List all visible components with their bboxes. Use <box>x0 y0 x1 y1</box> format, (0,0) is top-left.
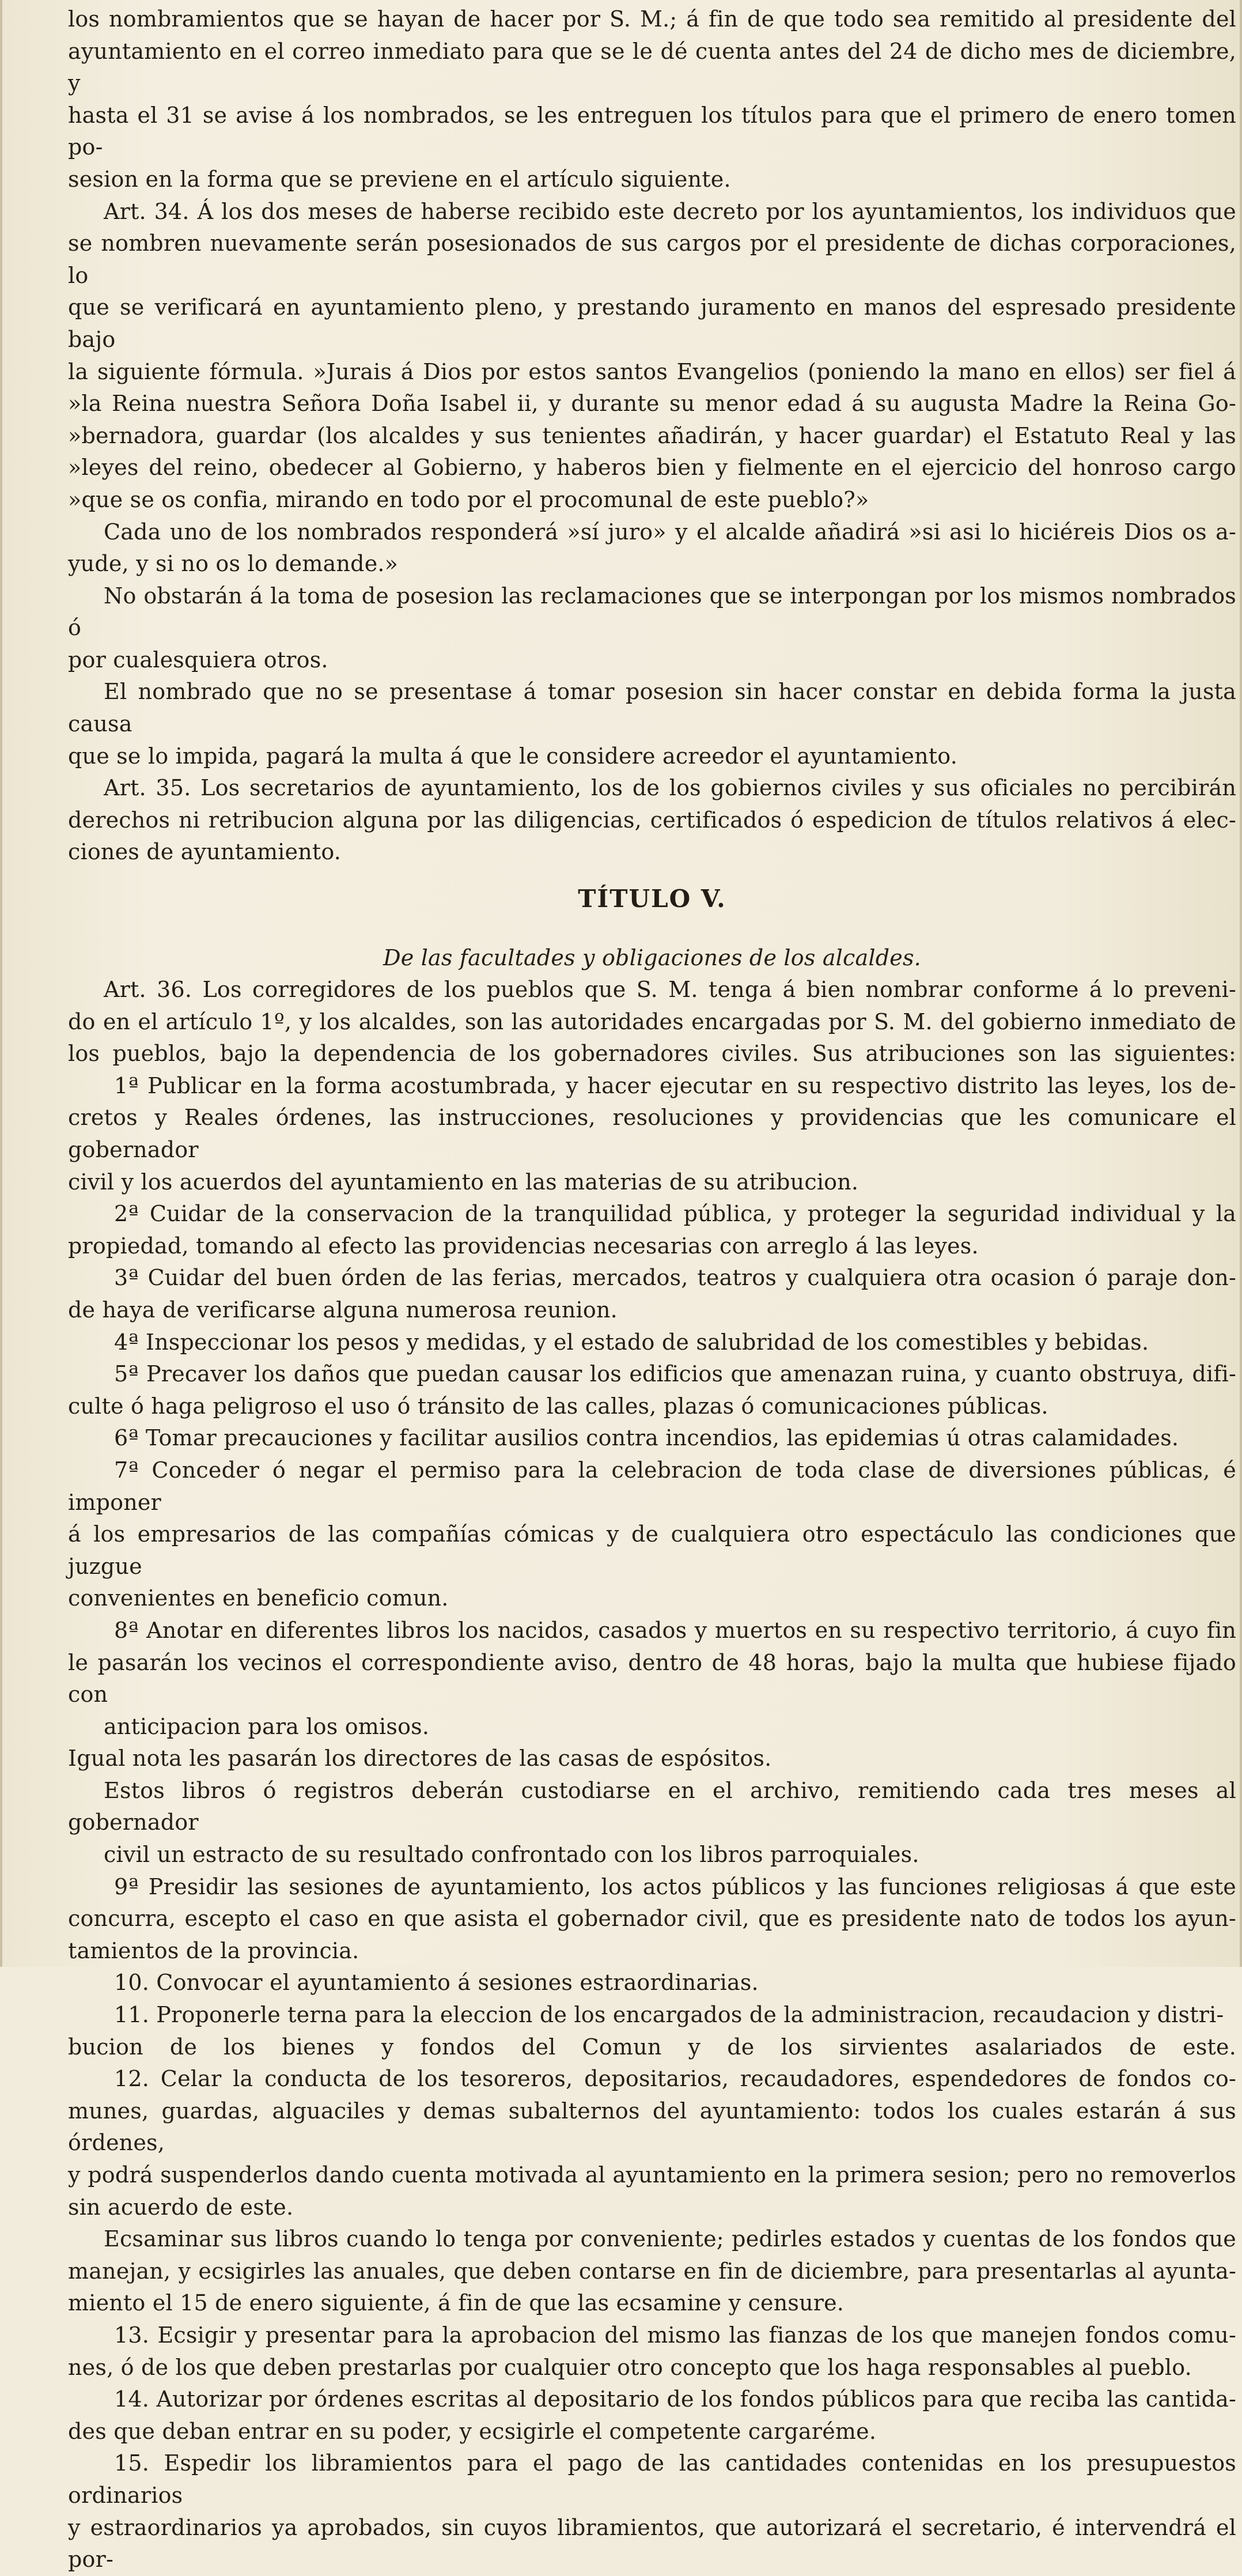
text-line: 1ª Publicar en la forma acostumbrada, y hacer ejecutar en su respectivo distrito las leyes, los de- <box>114 1072 1236 1098</box>
text-line: 7ª Conceder ó negar el permiso para la celebracion de toda clase de diversiones públicas, é imponer <box>68 1457 1236 1515</box>
text-line: Igual nota les pasarán los directores de las casas de espósitos. <box>68 1746 772 1772</box>
text-line: los pueblos, bajo la dependencia de los gobernadores civiles. Sus atribuciones son las siguientes: <box>68 1041 1236 1067</box>
text-line: des que deban entrar en su poder, y ecsigirle el competente cargaréme. <box>68 2418 877 2444</box>
text-line: hasta el 31 se avise á los nombrados, se les entreguen los títulos para que el primero de enero tomen po- <box>68 102 1236 160</box>
text-line: 4ª Inspeccionar los pesos y medidas, y el estado de salubridad de los comestibles y bebidas. <box>114 1329 1149 1355</box>
text-line: Art. 36. Los corregidores de los pueblos que S. M. tenga á bien nombrar conforme á lo preveni- <box>104 977 1236 1003</box>
text-line: de haya de verificarse alguna numerosa reunion. <box>68 1297 618 1323</box>
text-line: por cualesquiera otros. <box>68 647 328 673</box>
text-line: ciones de ayuntamiento. <box>68 839 342 865</box>
text-line: 8ª Anotar en diferentes libros los nacidos, casados y muertos en su respectivo territorio, á cuyo fin <box>114 1617 1236 1643</box>
text-line: »que se os confia, mirando en todo por el procomunal de este pueblo?» <box>68 486 869 512</box>
text-line: 11. Proponerle terna para la eleccion de los encargados de la administracion, recaudacion y distri- <box>114 2002 1224 2028</box>
text-line: bucion de los bienes y fondos del Comun y de los sirvientes asalariados de este. <box>68 2034 1236 2060</box>
text-line: Ecsaminar sus libros cuando lo tenga por conveniente; pedirles estados y cuentas de los fondos que <box>104 2226 1236 2252</box>
text-line: nes, ó de los que deben prestarlas por cualquier otro concepto que los haga responsables al pueblo. <box>68 2354 1192 2380</box>
text-line: concurra, escepto el caso en que asista el gobernador civil, que es presidente nato de todos los ayun- <box>68 1906 1236 1932</box>
text-line: do en el artículo 1º, y los alcaldes, son las autoridades encargadas por S. M. del gobierno inmediato de <box>68 1009 1236 1034</box>
text-line: la siguiente fórmula. »Jurais á Dios por estos santos Evangelios (poniendo la mano en ellos) ser fiel á <box>68 358 1236 384</box>
text-line: derechos ni retribucion alguna por las diligencias, certificados ó espedicion de títulos relativos á elec- <box>68 807 1236 833</box>
page-right-edge <box>1240 0 1242 1967</box>
text-line: 10. Convocar el ayuntamiento á sesiones estraordinarias. <box>114 1970 759 1996</box>
text-line: yude, y si no os lo demande.» <box>68 551 399 577</box>
text-line: que se lo impida, pagará la multa á que le considere acreedor el ayuntamiento. <box>68 743 957 769</box>
text-line: Art. 35. Los secretarios de ayuntamiento, los de los gobiernos civiles y sus oficiales no percibirán <box>104 775 1236 801</box>
text-line: culte ó haga peligroso el uso ó tránsito de las calles, plazas ó comunicaciones públicas. <box>68 1393 1048 1419</box>
text-line: que se verificará en ayuntamiento pleno, y prestando juramento en manos del espresado presidente bajo <box>68 294 1236 352</box>
section-subtitle: De las facultades y obligaciones de los alcaldes. <box>383 945 921 971</box>
text-line: y podrá suspenderlos dando cuenta motivada al ayuntamiento en la primera sesion; pero no removerlos <box>68 2162 1236 2188</box>
text-line: 14. Autorizar por órdenes escritas al depositario de los fondos públicos para que reciba las cantida- <box>114 2386 1236 2412</box>
text-line: ayuntamiento en el correo inmediato para que se le dé cuenta antes del 24 de dicho mes de diciembre, y <box>68 38 1236 96</box>
text-line: 5ª Precaver los daños que puedan causar los edificios que amenazan ruina, y cuanto obstruya, difi- <box>114 1361 1236 1387</box>
text-line: miento el 15 de enero siguiente, á fin de que las ecsamine y censure. <box>68 2290 845 2316</box>
text-line: »bernadora, guardar (los alcaldes y sus tenientes añadirán, y hacer guardar) el Estatuto Real y las <box>68 422 1236 448</box>
text-line: á los empresarios de las compañías cómicas y de cualquiera otro espectáculo las condiciones que juzgue <box>68 1521 1236 1579</box>
text-line: Art. 34. Á los dos meses de haberse recibido este decreto por los ayuntamientos, los individuos que <box>104 198 1236 224</box>
section-title: TÍTULO V. <box>578 885 726 913</box>
text-line: anticipacion para los omisos. <box>104 1713 430 1739</box>
text-line: 13. Ecsigir y presentar para la aprobacion del mismo las fianzas de los que manejen fondos comu- <box>114 2322 1236 2348</box>
text-line: 6ª Tomar precauciones y facilitar ausilios contra incendios, las epidemias ú otras calamidades. <box>114 1425 1179 1451</box>
text-line: civil un estracto de su resultado confrontado con los libros parroquiales. <box>104 1842 919 1868</box>
text-line: sesion en la forma que se previene en el artículo siguiente. <box>68 166 731 192</box>
text-line: tamientos de la provincia. <box>68 1937 359 1963</box>
text-line: civil y los acuerdos del ayuntamiento en las materias de su atribucion. <box>68 1169 859 1195</box>
text-line: 2ª Cuidar de la conservacion de la tranquilidad pública, y proteger la seguridad individual y la <box>114 1201 1236 1227</box>
text-line: »la Reina nuestra Señora Doña Isabel ii, y durante su menor edad á su augusta Madre la Reina Go- <box>68 391 1236 417</box>
text-line: Estos libros ó registros deberán custodiarse en el archivo, remitiendo cada tres meses al gobernador <box>68 1777 1236 1835</box>
text-line: 15. Espedir los libramientos para el pago de las cantidades contenidas en los presupuestos ordinarios <box>68 2450 1236 2508</box>
page-left-edge <box>0 0 2 1967</box>
text-line: y estraordinarios ya aprobados, sin cuyos libramientos, que autorizará el secretario, é intervendrá el por- <box>68 2514 1236 2573</box>
text-line: convenientes en beneficio comun. <box>68 1585 449 1611</box>
text-line: sin acuerdo de este. <box>68 2194 294 2220</box>
text-line: propiedad, tomando al efecto las providencias necesarias con arreglo á las leyes. <box>68 1233 979 1259</box>
text-line: munes, guardas, alguaciles y demas subalternos del ayuntamiento: todos los cuales estarán á sus órdenes, <box>68 2098 1236 2156</box>
text-line: No obstarán á la toma de posesion las reclamaciones que se interpongan por los mismos nombrados ó <box>68 583 1236 641</box>
text-line: »leyes del reino, obedecer al Gobierno, y haberos bien y fielmente en el ejercicio del honroso cargo <box>68 455 1236 481</box>
text-line: El nombrado que no se presentase á tomar posesion sin hacer constar en debida forma la justa causa <box>68 679 1236 737</box>
text-line: los nombramientos que se hayan de hacer por S. M.; á fin de que todo sea remitido al presidente del <box>68 6 1236 32</box>
text-line: se nombren nuevamente serán posesionados de sus cargos por el presidente de dichas corporaciones, lo <box>68 231 1236 288</box>
text-line: 3ª Cuidar del buen órden de las ferias, mercados, teatros y cualquiera otra ocasion ó paraje don- <box>114 1265 1236 1291</box>
text-line: le pasarán los vecinos el correspondiente aviso, dentro de 48 horas, bajo la multa que hubiese fijado con <box>68 1649 1236 1708</box>
text-line: 9ª Presidir las sesiones de ayuntamiento, los actos públicos y las funciones religiosas á que este <box>114 1874 1236 1899</box>
text-line: Cada uno de los nombrados responderá »sí juro» y el alcalde añadirá »si asi lo hiciéreis Dios os a- <box>104 519 1236 545</box>
text-line: cretos y Reales órdenes, las instrucciones, resoluciones y providencias que les comunicare el gobernador <box>68 1105 1236 1162</box>
text-line: 12. Celar la conducta de los tesoreros, depositarios, recaudadores, espendedores de fondos co- <box>114 2066 1236 2092</box>
text-line: manejan, y ecsigirles las anuales, que deben contarse en fin de diciembre, para presentarlas al ayunta- <box>68 2258 1236 2284</box>
